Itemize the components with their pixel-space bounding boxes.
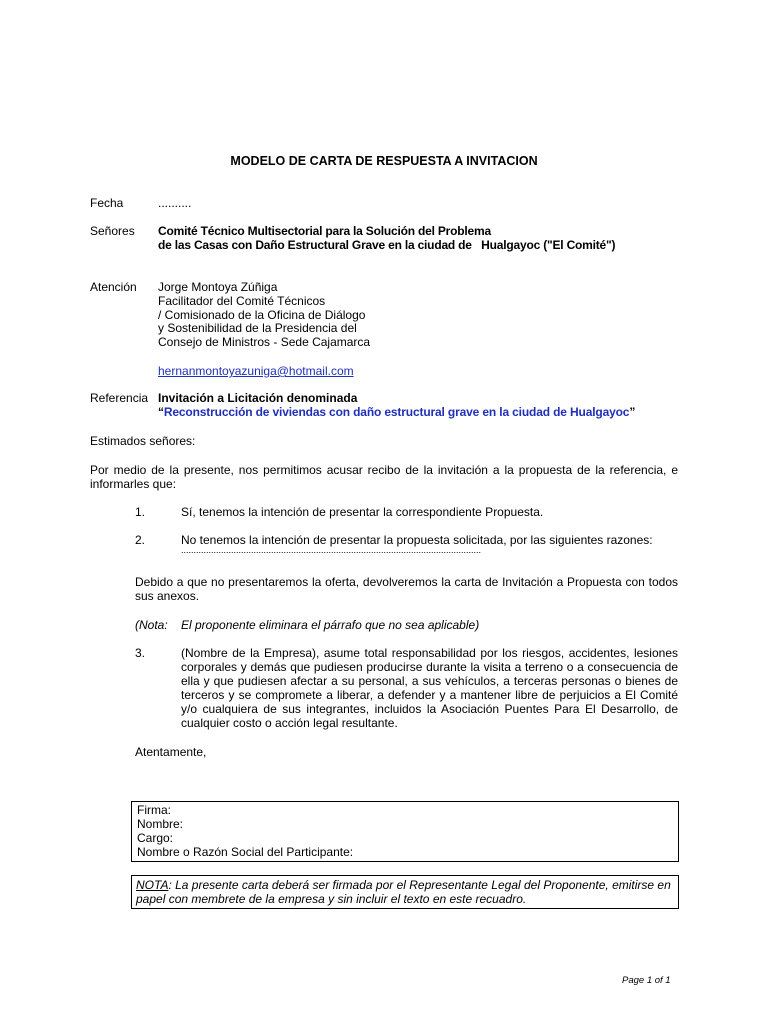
- signature-box: [131, 801, 679, 862]
- nota-paren-label: (Nota:: [135, 618, 168, 632]
- salutation: Estimados señores:: [90, 434, 196, 448]
- closing: Atentamente,: [135, 745, 207, 759]
- atencion-line-4: y Sostenibilidad de la Presidencia del: [158, 321, 357, 335]
- cargo-field: Cargo:: [137, 831, 174, 845]
- atencion-line-5: Consejo de Ministros - Sede Cajamarca: [158, 335, 371, 349]
- item-1-text: Sí, tenemos la intención de presentar la correspondiente Propuesta.: [181, 505, 544, 519]
- fecha-label: Fecha: [90, 196, 124, 210]
- atencion-line-2: Facilitador del Comité Técnicos: [158, 294, 326, 308]
- email-link[interactable]: hernanmontoyazuniga@hotmail.com: [158, 364, 354, 378]
- nombre-field: Nombre:: [137, 817, 184, 831]
- item-2-number: 2.: [135, 533, 146, 547]
- senores-line-2: de las Casas con Daño Estructural Grave en la ciudad de Hualgayoc ("El Comité"): [158, 238, 616, 252]
- item-2-dots: ........................................................................................................................: [181, 545, 482, 555]
- document-title: MODELO DE CARTA DE RESPUESTA A INVITACION: [230, 154, 538, 168]
- item-3-text: (Nombre de la Empresa), asume total responsabilidad por los riesgos, accidentes, lesiones corporales y demás que pudiesen producirse durante la visita a terreno o a consecuencia de ella y que pudiesen afectar a su personal, a sus vehículos, a terceras personas o bienes de terceros y se compromete a liberar, a defender y a mantener libre de perjuicios a El Comité y/o cualquiera de sus integrantes, incluidos la Asociación Puentes Para El Desarrollo, de cualquier costo o acción legal resultante.: [181, 646, 678, 730]
- fecha-value: ..........: [158, 196, 192, 210]
- firma-field: Firma:: [137, 803, 171, 817]
- senores-label: Señores: [90, 224, 135, 238]
- page-number: Page 1 of 1: [622, 975, 671, 986]
- nota-paren-text: El proponente eliminara el párrafo que no sea aplicable): [181, 618, 480, 632]
- referencia-line-2: [158, 405, 635, 419]
- debido-paragraph: Debido a que no presentaremos la oferta, devolveremos la carta de Invitación a Propuesta con todos sus anexos.: [135, 575, 678, 603]
- atencion-label: Atención: [90, 280, 137, 294]
- referencia-line-1: Invitación a Licitación denominada: [158, 391, 358, 405]
- close-quote: ”: [629, 405, 636, 419]
- note-box: [131, 875, 679, 909]
- razon-social-field: Nombre o Razón Social del Participante:: [137, 845, 354, 859]
- note-label: NOTA: [136, 878, 169, 892]
- open-quote: “: [158, 405, 164, 419]
- item-1-number: 1.: [135, 505, 146, 519]
- senores-line-1: Comité Técnico Multisectorial para la Solución del Problema: [158, 224, 491, 238]
- referencia-project-name: Reconstrucción de viviendas con daño estructural grave en la ciudad de Hualgayoc: [163, 405, 630, 419]
- item-3-number: 3.: [135, 646, 146, 660]
- note-text: : La presente carta deberá ser firmada por el Representante Legal del Proponente, emitirse en papel con membrete de la empresa y sin incluir el texto en este recuadro.: [136, 878, 671, 906]
- item-2-text: No tenemos la intención de presentar la propuesta solicitada, por las siguientes razones:: [181, 533, 653, 547]
- intro-paragraph: Por medio de la presente, nos permitimos acusar recibo de la invitación a la propuesta de la referencia, e informarles que:: [90, 463, 678, 491]
- atencion-line-1: Jorge Montoya Zúñiga: [158, 280, 278, 294]
- atencion-line-3: / Comisionado de la Oficina de Diálogo: [158, 308, 366, 322]
- referencia-label: Referencia: [90, 391, 149, 405]
